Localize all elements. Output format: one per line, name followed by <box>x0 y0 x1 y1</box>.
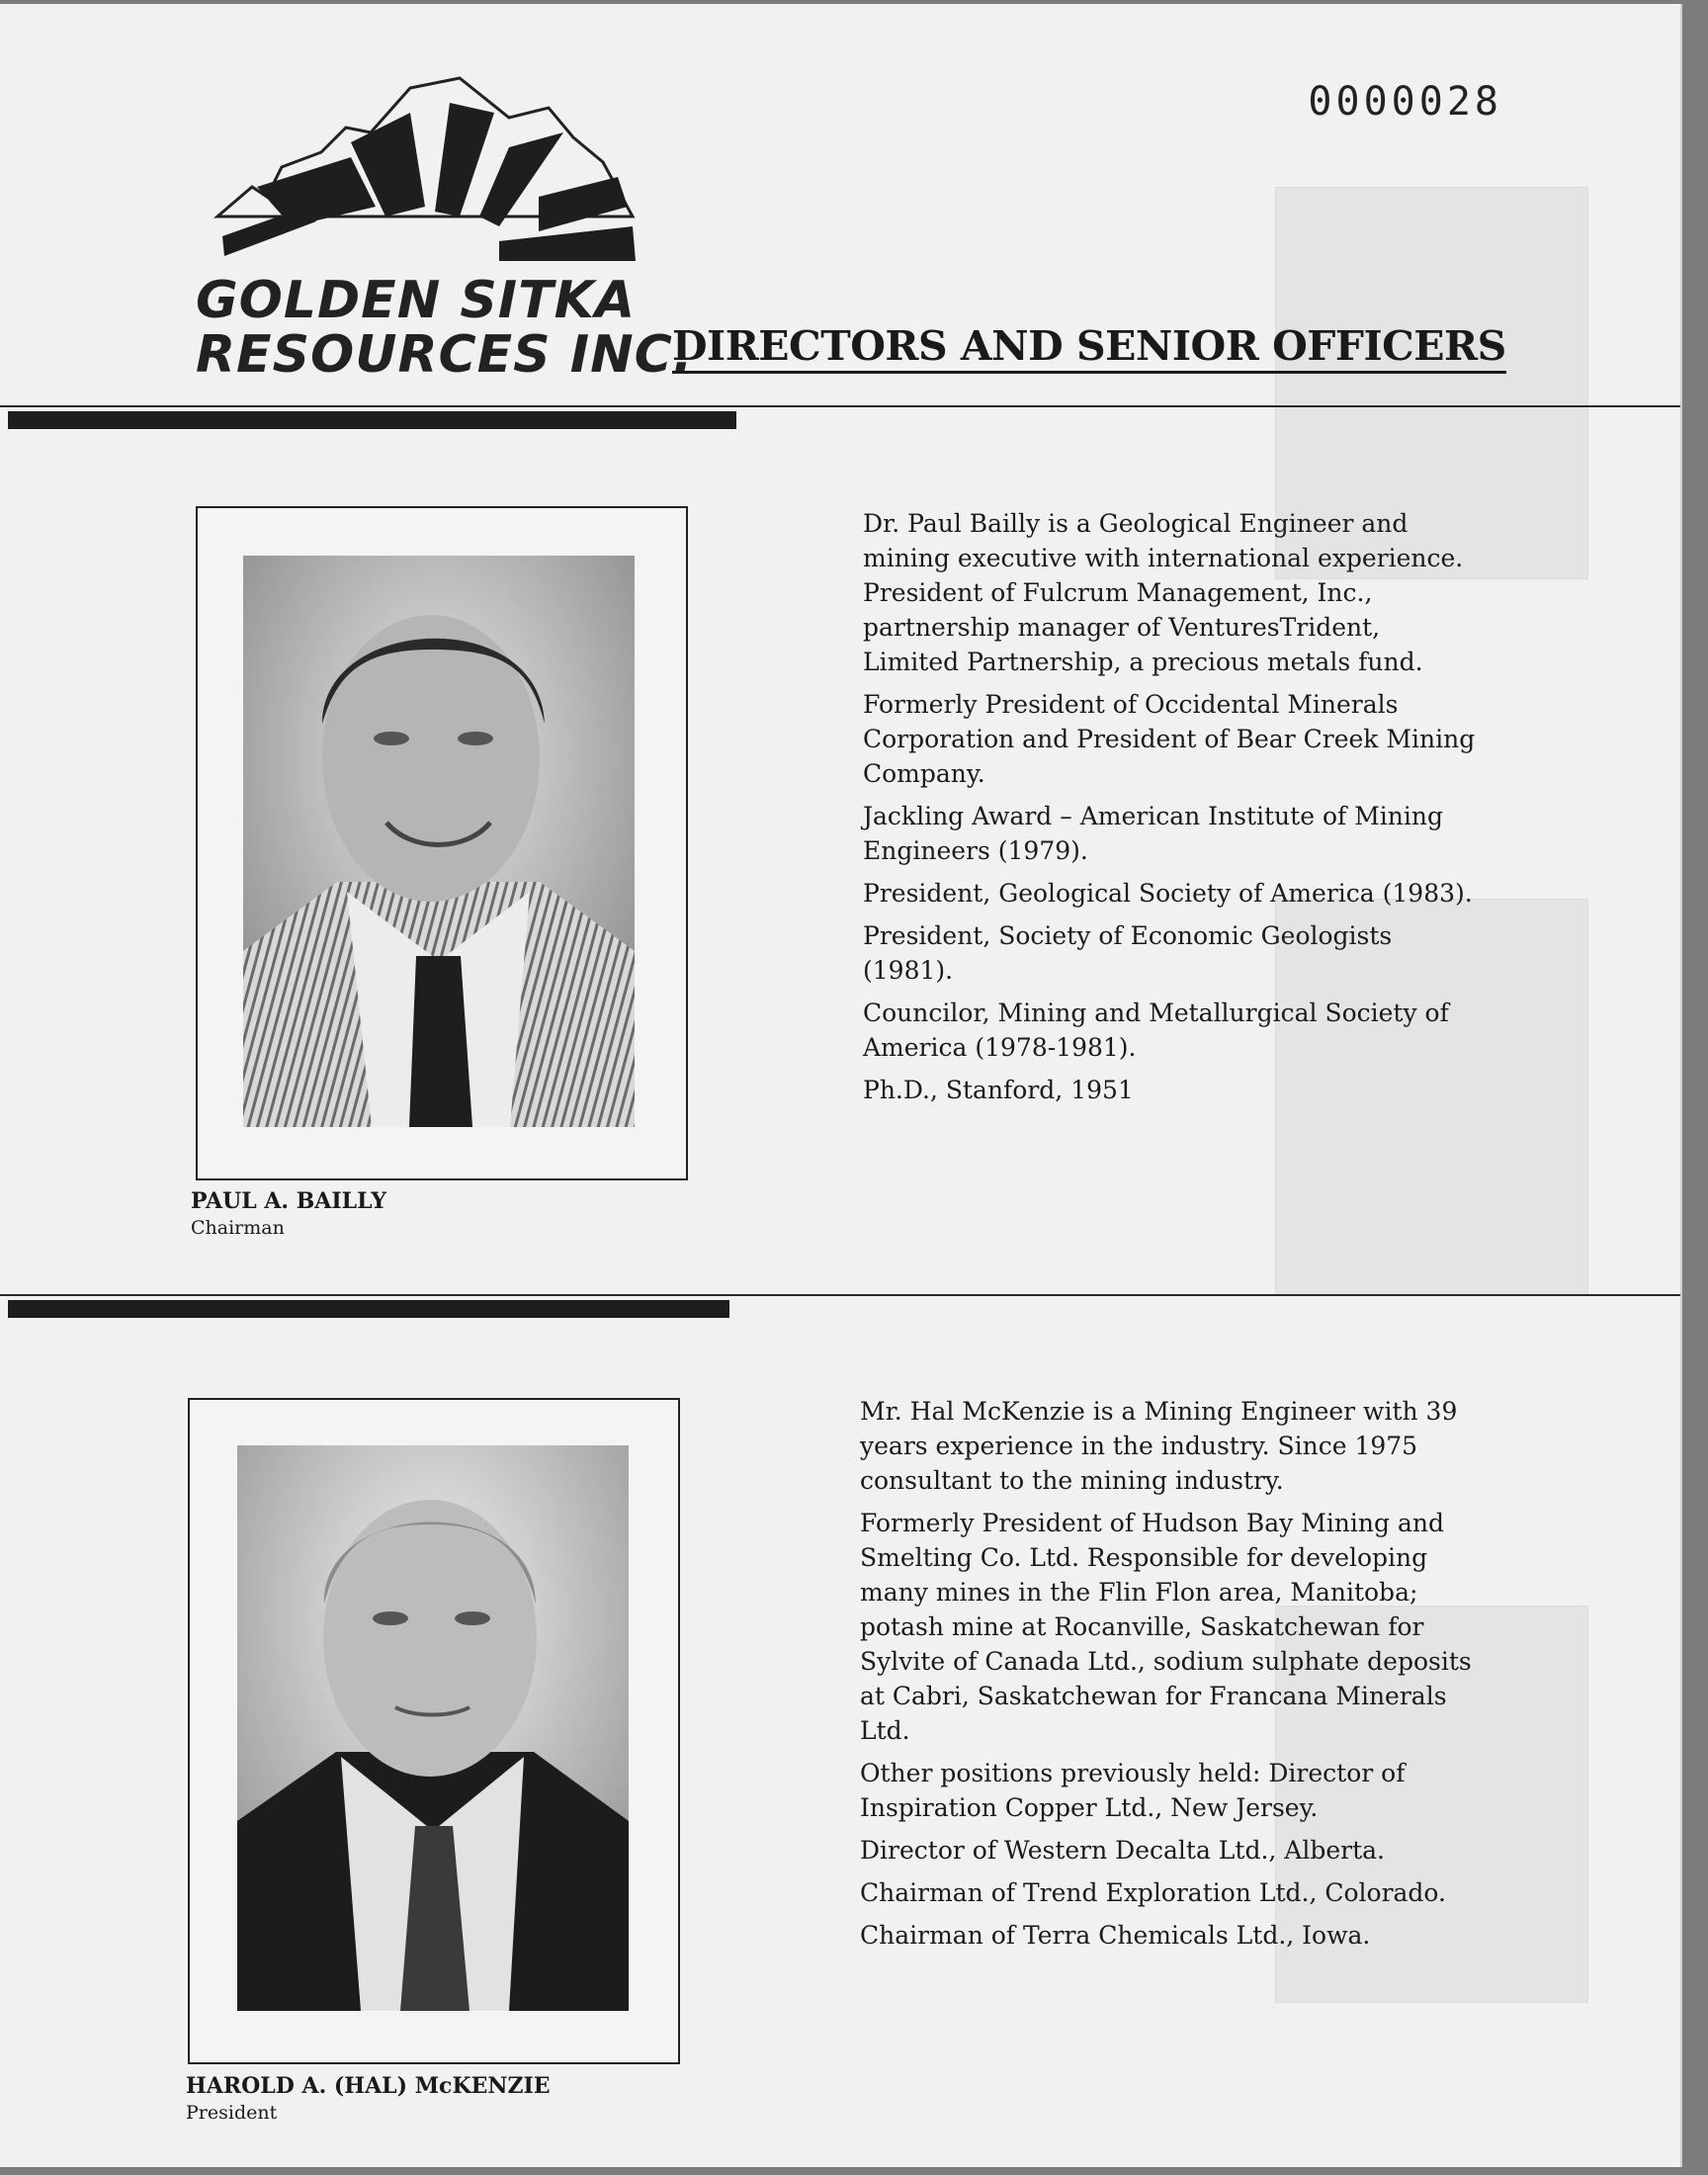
section-bar <box>8 1300 729 1318</box>
director-title: President <box>186 2102 278 2124</box>
document-number: 0000028 <box>1308 79 1502 125</box>
director-name: PAUL A. BAILLY <box>191 1188 386 1214</box>
bio-paragraph: Councilor, Mining and Metallurgical Society of America (1978-1981). <box>863 999 1449 1062</box>
bio-paragraph: President, Geological Society of America (1983). <box>863 879 1473 908</box>
mountain-sunburst-logo <box>213 58 638 271</box>
director-portrait-photo <box>237 1445 629 2011</box>
top-rule <box>0 405 1680 407</box>
director-portrait-photo <box>243 556 635 1127</box>
bio-paragraph: President, Society of Economic Geologists (1981). <box>863 921 1393 985</box>
bio-paragraph: Formerly President of Occidental Minerals Corporation and President of Bear Creek Mining Company. <box>863 690 1476 788</box>
section-bar <box>8 411 736 429</box>
bio-paragraph: Jackling Award – American Institute of Mining Engineers (1979). <box>863 802 1443 865</box>
bio-paragraph: Mr. Hal McKenzie is a Mining Engineer with 39 years experience in the industry. Since 1975 consultant to the mining industry. <box>860 1397 1458 1495</box>
director-name: HAROLD A. (HAL) McKENZIE <box>186 2073 551 2099</box>
bio-paragraph: Chairman of Terra Chemicals Ltd., Iowa. <box>860 1921 1371 1950</box>
bio-paragraph: Chairman of Trend Exploration Ltd., Colorado. <box>860 1878 1446 1907</box>
document-page <box>0 4 1682 2167</box>
middle-rule <box>0 1294 1680 1296</box>
page-heading: DIRECTORS AND SENIOR OFFICERS <box>672 322 1506 374</box>
director-bio <box>860 1394 1473 1960</box>
bio-paragraph: Dr. Paul Bailly is a Geological Engineer and mining executive with international experience. President of Fulcrum Management, Inc., partnership manager of VenturesTrident, Limited Partnership, a precious metals fund. <box>863 509 1464 676</box>
director-title: Chairman <box>191 1217 285 1239</box>
bio-paragraph: Other positions previously held: Director of Inspiration Copper Ltd., New Jersey. <box>860 1759 1406 1822</box>
bio-paragraph: Director of Western Decalta Ltd., Alberta. <box>860 1836 1385 1865</box>
company-name-line2: RESOURCES INC. <box>196 325 694 385</box>
bio-paragraph: Ph.D., Stanford, 1951 <box>863 1076 1134 1104</box>
bio-paragraph: Formerly President of Hudson Bay Mining and Smelting Co. Ltd. Responsible for developing many mines in the Flin Flon area, Manitoba; potash mine at Rocanville, Saskatchewan for Sylvite of Canada Ltd., sodium sulphate deposits at Cabri, Saskatchewan for Francana Minerals Ltd. <box>860 1509 1472 1745</box>
company-name-line1: GOLDEN SITKA <box>196 271 637 330</box>
director-bio <box>863 506 1476 1115</box>
